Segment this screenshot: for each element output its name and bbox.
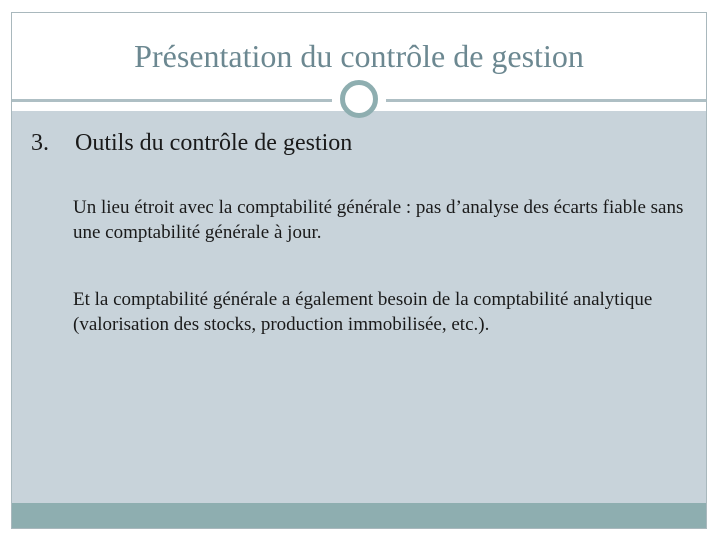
section-title: Outils du contrôle de gestion [75, 130, 353, 156]
paragraph-2: Et la comptabilité générale a également besoin de la comptabilité analytique (valorisation des stocks, production immobilisée, etc.). [73, 289, 653, 335]
section-heading [31, 128, 352, 158]
slide-title: Présentation du contrôle de gestion [134, 38, 584, 74]
section-number: 3. [31, 130, 49, 156]
paragraph-1: Un lieu étroit avec la comptabilité générale : pas d’analyse des écarts fiable sans une comptabilité générale à jour. [73, 197, 684, 243]
circle-ornament-icon [340, 80, 378, 118]
footer-bar [12, 503, 706, 528]
